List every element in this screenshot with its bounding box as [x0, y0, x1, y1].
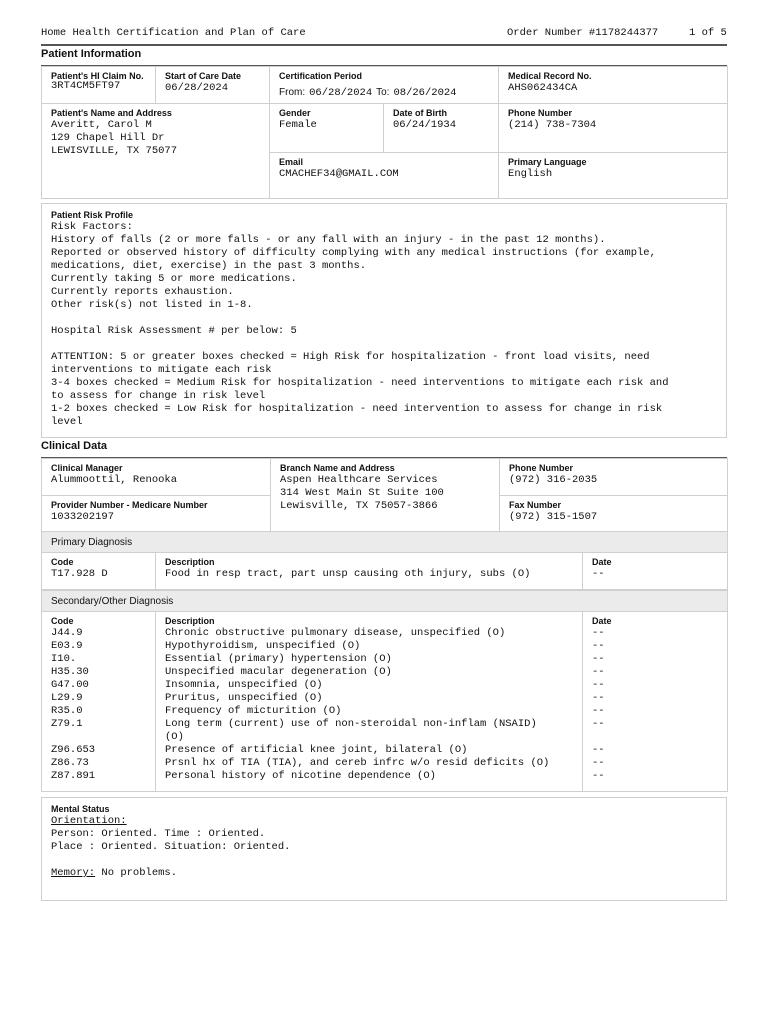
- clinical-manager-cell: [42, 459, 271, 496]
- memory-line: [51, 867, 717, 880]
- cert-period-range: [279, 82, 489, 100]
- primary-code-value: T17.928 D: [51, 568, 108, 580]
- dob-label: Date of Birth: [393, 108, 447, 118]
- language-value: English: [508, 168, 553, 180]
- phone-cell: [499, 104, 728, 153]
- primary-diagnosis-table: [41, 531, 728, 590]
- branch-phone-value: (972) 316-2035: [509, 474, 598, 486]
- memory-text: No problems.: [95, 867, 178, 879]
- gender-cell: [270, 104, 384, 153]
- order-number: Order Number #1178244377: [507, 27, 659, 39]
- risk-profile-label: Patient Risk Profile: [51, 210, 134, 220]
- secondary-code-cell: [42, 612, 156, 792]
- phone-value: (214) 738-7304: [508, 119, 597, 131]
- mrn-label: Medical Record No.: [508, 71, 592, 81]
- cert-period-label: Certification Period: [279, 71, 363, 81]
- orientation-text: Person: Oriented. Time : Oriented. Place : Oriented. Situation: Oriented.: [51, 828, 291, 853]
- cert-to-label: To:: [376, 87, 390, 98]
- provider-number-value: 1033202197: [51, 511, 115, 523]
- email-value: CMACHEF34@GMAIL.COM: [279, 168, 399, 180]
- cert-to-value: 08/26/2024: [393, 87, 457, 99]
- mental-status-box: [41, 797, 727, 901]
- start-care-cell: [156, 67, 270, 104]
- branch-label: Branch Name and Address: [280, 463, 395, 473]
- name-address-value: Averitt, Carol M 129 Chapel Hill Dr LEWISVILLE, TX 75077: [51, 119, 178, 157]
- header-divider: [41, 44, 727, 46]
- secondary-desc-cell: [156, 612, 583, 792]
- name-address-label: Patient's Name and Address: [51, 108, 172, 118]
- orientation-heading: Orientation:: [51, 815, 127, 827]
- dob-value: 06/24/1934: [393, 119, 457, 131]
- secondary-code-list: J44.9 E03.9 I10. H35.30 G47.00 L29.9 R35.0 Z79.1 Z96.653 Z86.73 Z87.891: [51, 627, 96, 782]
- mental-status-label: Mental Status: [51, 804, 110, 814]
- email-label: Email: [279, 157, 304, 167]
- patient-info-heading: Patient Information: [41, 48, 142, 60]
- page-indicator: 1 of 5: [689, 27, 727, 39]
- secondary-diagnosis-band: Secondary/Other Diagnosis: [42, 591, 728, 612]
- primary-code-cell: [42, 553, 156, 590]
- branch-phone-label: Phone Number: [509, 463, 574, 473]
- gender-value: Female: [279, 119, 317, 131]
- memory-heading: Memory:: [51, 867, 96, 879]
- phone-label: Phone Number: [508, 108, 573, 118]
- cert-from-value: 06/28/2024: [309, 87, 373, 99]
- primary-desc-cell: [156, 553, 583, 590]
- secondary-desc-label: Description: [165, 616, 215, 626]
- fax-cell: [500, 496, 728, 532]
- primary-date-value: --: [592, 568, 605, 580]
- secondary-diagnosis-table: [41, 590, 728, 792]
- document-title: Home Health Certification and Plan of Care: [41, 27, 306, 39]
- secondary-date-cell: [583, 612, 728, 792]
- primary-desc-label: Description: [165, 557, 215, 567]
- risk-profile-box: [41, 203, 727, 438]
- name-address-cell: [42, 104, 270, 199]
- branch-value: Aspen Healthcare Services 314 West Main St Suite 100 Lewisville, TX 75057-3866: [280, 474, 444, 512]
- clinical-manager-value: Alummoottil, Renooka: [51, 474, 178, 486]
- primary-date-cell: [583, 553, 728, 590]
- primary-date-label: Date: [592, 557, 612, 567]
- language-cell: [499, 153, 728, 199]
- hi-claim-label: Patient's HI Claim No.: [51, 71, 144, 81]
- start-care-label: Start of Care Date: [165, 71, 242, 81]
- clinical-info-table: [41, 458, 728, 532]
- mrn-cell: [499, 67, 728, 104]
- mrn-value: AHS062434CA: [508, 82, 578, 94]
- secondary-desc-list: Chronic obstructive pulmonary disease, unspecified (O) Hypothyroidism, unspecified (O) Essential (primary) hypertension (O) Unspecified macular degeneration (O) Insomnia, unspecified (O) Pruritus, unspecified (O) Frequency of micturition (O) Long term (current) use of non-steroidal non-inflam (NSAID) (O) Presence of artificial knee joint, bilateral (O) Prsnl hx of TIA (TIA), and cereb infrc w/o resid deficits (O) Personal history of nicotine dependence (O): [165, 627, 550, 782]
- fax-label: Fax Number: [509, 500, 562, 510]
- cert-from-label: From:: [279, 87, 306, 98]
- branch-cell: [271, 459, 500, 532]
- provider-number-cell: [42, 496, 271, 532]
- patient-info-table: [41, 66, 728, 199]
- fax-value: (972) 315-1507: [509, 511, 598, 523]
- risk-profile-text: Risk Factors: History of falls (2 or more falls - or any fall with an injury - in the past 12 months). Reported or observed history of difficulty complying with any medical instructions (for example, medications, diet, exercise) in the past 3 months. Currently taking 5 or more medications. Currently reports exhaustion. Other risk(s) not listed in 1-8. Hospital Risk Assessment # per below: 5 ATTENTION: 5 or greater boxes checked = High Risk for hospitalization - front load visits, need interventions to mitigate each risk 3-4 boxes checked = Medium Risk for hospitalization - need interventions to mitigate each risk and to assess for change in risk level 1-2 boxes checked = Low Risk for hospitalization - need intervention to assess for change in risk level: [51, 221, 669, 428]
- hi-claim-cell: [42, 67, 156, 104]
- secondary-code-label: Code: [51, 616, 74, 626]
- email-cell: [270, 153, 499, 199]
- gender-label: Gender: [279, 108, 311, 118]
- hi-claim-value: 3RT4CM5FT97: [51, 80, 121, 92]
- start-care-value: 06/28/2024: [165, 82, 229, 94]
- branch-phone-cell: [500, 459, 728, 496]
- clinical-data-heading: Clinical Data: [41, 440, 108, 452]
- cert-period-cell: [270, 67, 499, 104]
- primary-desc-value: Food in resp tract, part unsp causing oth injury, subs (O): [165, 568, 531, 580]
- language-label: Primary Language: [508, 157, 587, 167]
- secondary-date-list: -- -- -- -- -- -- -- -- -- -- --: [592, 627, 605, 782]
- clinical-manager-label: Clinical Manager: [51, 463, 123, 473]
- dob-cell: [384, 104, 499, 153]
- provider-number-label: Provider Number - Medicare Number: [51, 500, 208, 510]
- primary-diagnosis-band: Primary Diagnosis: [42, 532, 728, 553]
- secondary-date-label: Date: [592, 616, 612, 626]
- primary-code-label: Code: [51, 557, 74, 567]
